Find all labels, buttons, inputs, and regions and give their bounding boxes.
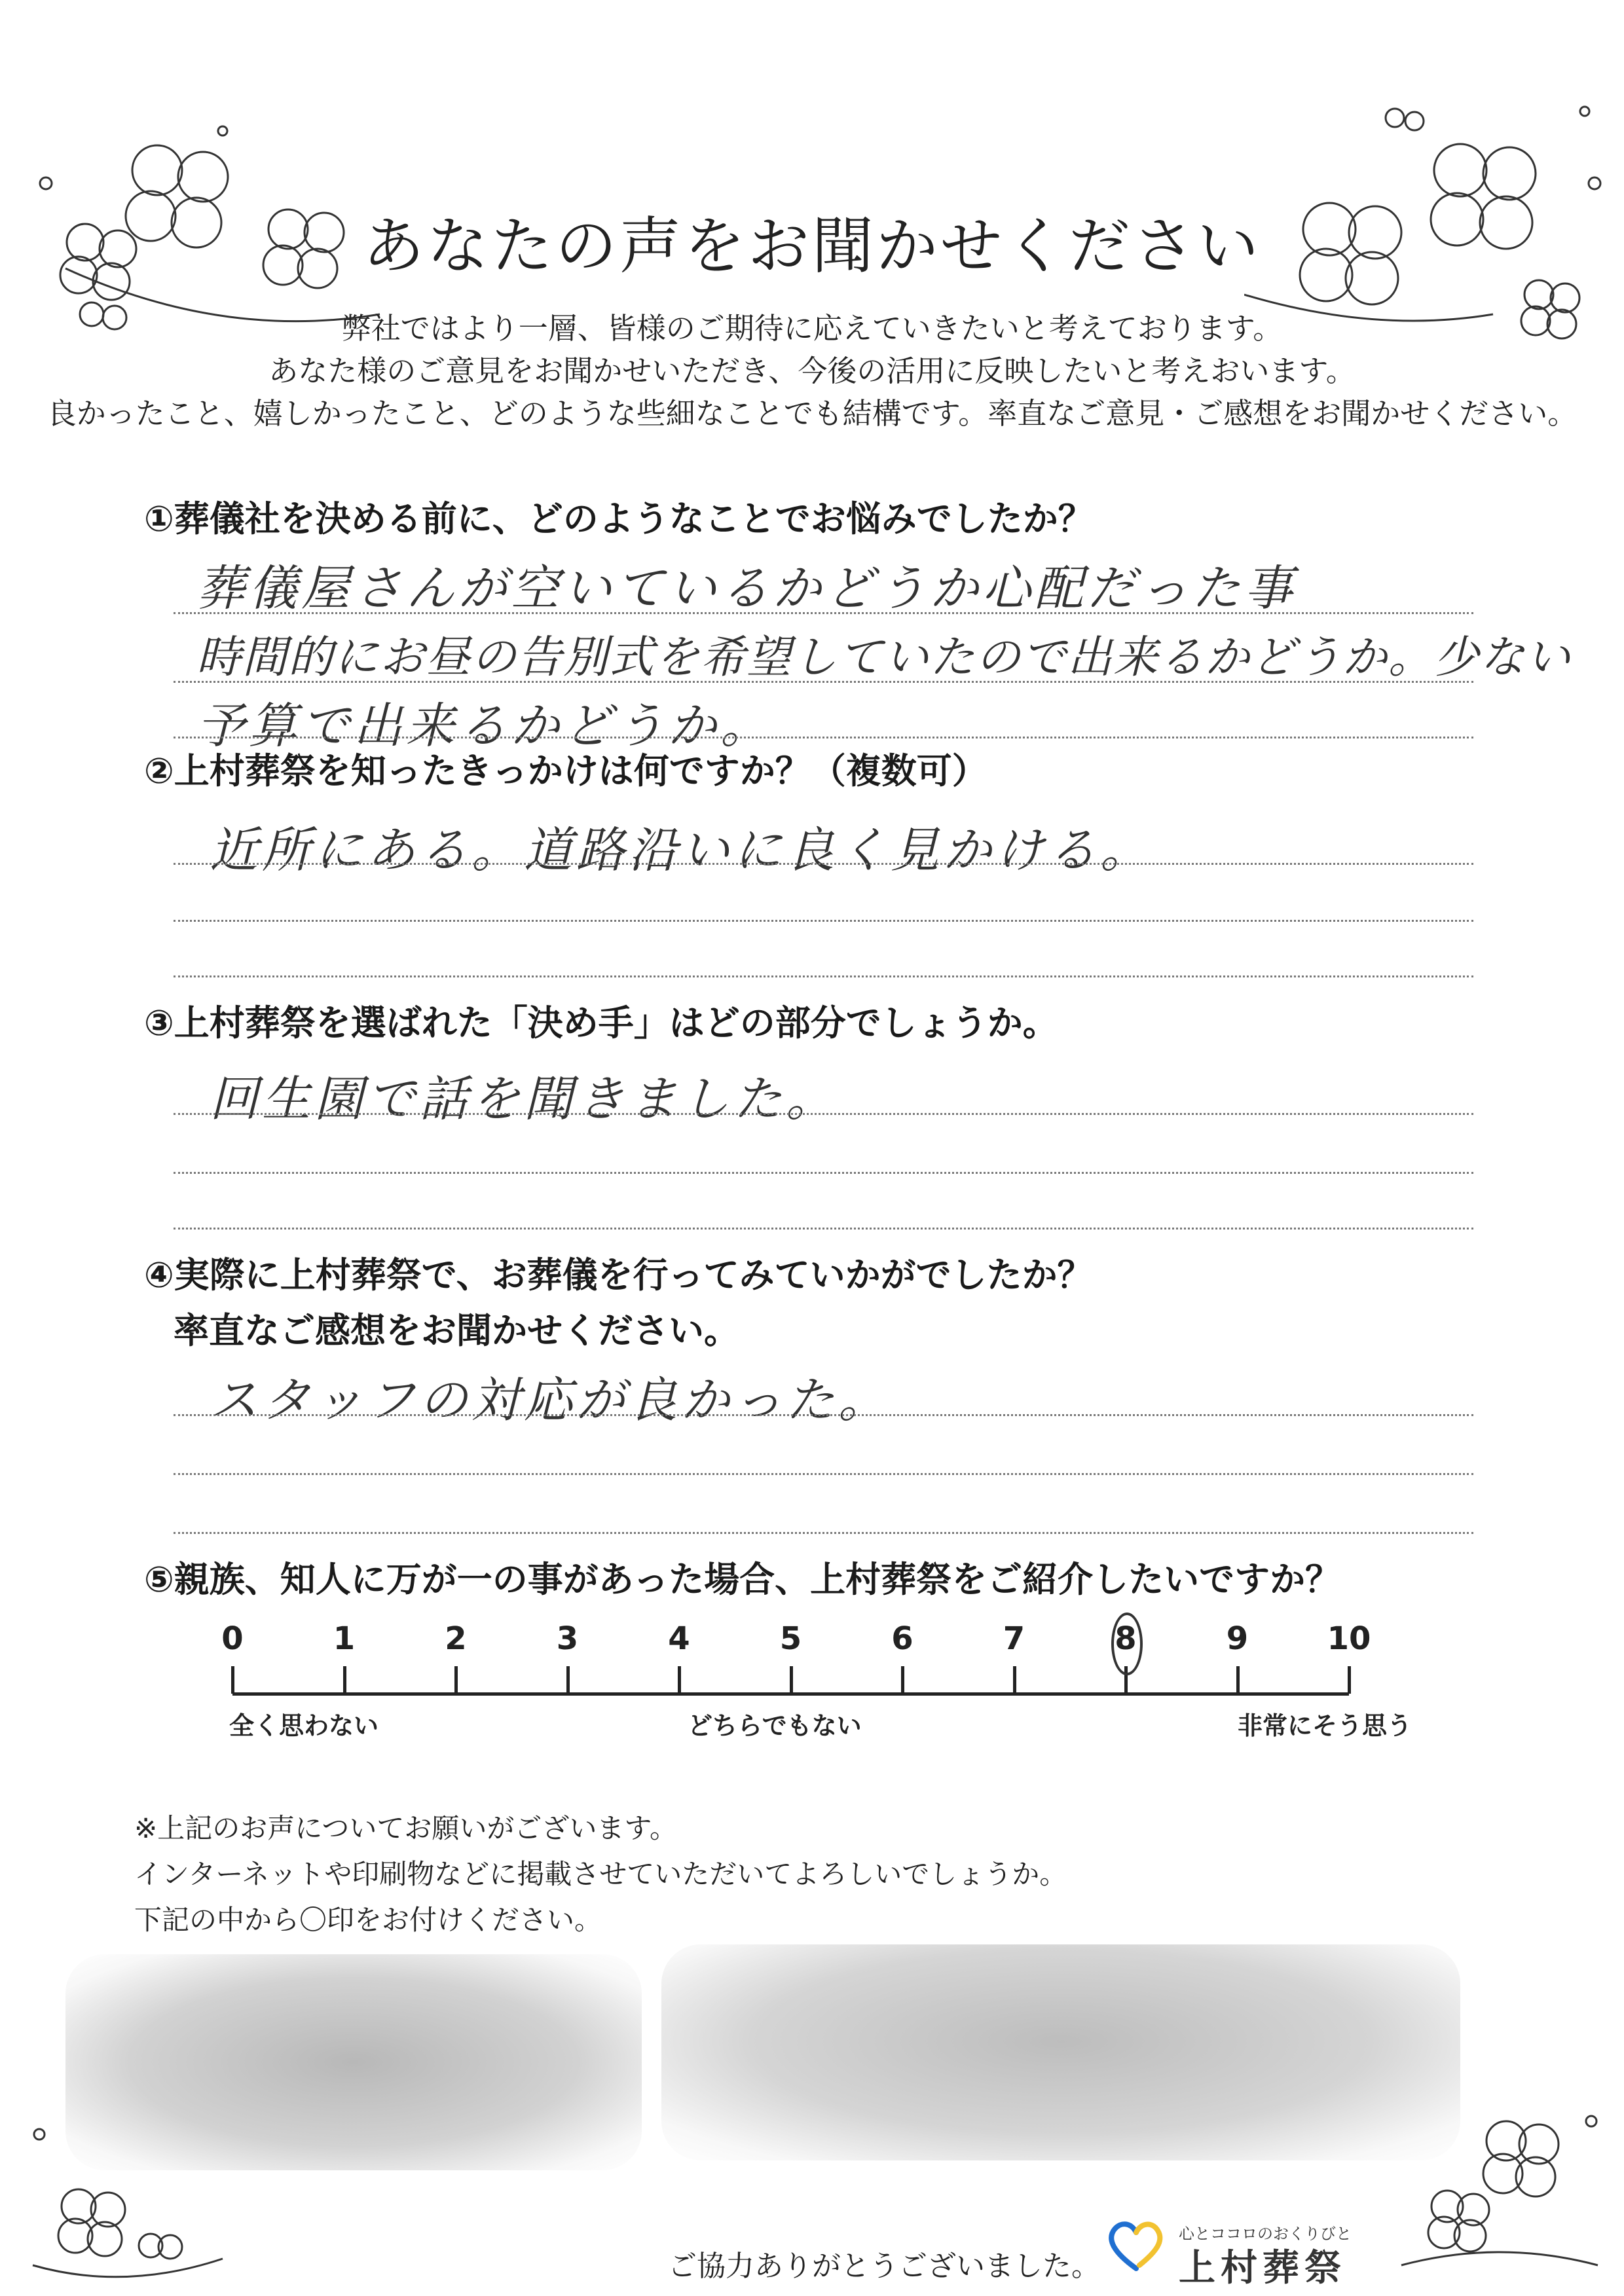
answer-rule — [174, 681, 1473, 683]
scale-tick[interactable] — [1236, 1666, 1240, 1694]
scale-low-label: 全く思わない — [229, 1711, 379, 1740]
answer-rule — [174, 1414, 1473, 1416]
scale-number-1: 1 — [333, 1620, 356, 1657]
clover-decoration-bottom-right — [1388, 2082, 1611, 2291]
answer-1-line-1[interactable]: 葬儀屋さんが空いているかどうか心配だった事 — [196, 560, 1297, 617]
answer-rule — [174, 1532, 1473, 1534]
scale-tick[interactable] — [901, 1666, 904, 1694]
scale-tick[interactable] — [343, 1666, 346, 1694]
thanks-message: ご協力ありがとうございました。 — [668, 2250, 1100, 2283]
answer-3-line-1[interactable]: 回生園で話を聞きました。 — [210, 1071, 838, 1127]
answer-1-line-2[interactable]: 時間的にお昼の告別式を希望していたので出来るかどうか。少ない — [196, 632, 1572, 683]
question-5: ⑤親族、知人に万が一の事があった場合、上村葬祭をご紹介したいですか？ — [144, 1559, 1341, 1600]
scale-number-0: 0 — [221, 1620, 244, 1657]
answer-rule — [174, 612, 1473, 614]
answer-rule — [174, 1172, 1473, 1174]
scale-number-3: 3 — [556, 1620, 579, 1657]
answer-rule — [174, 1228, 1473, 1230]
question-2: ②上村葬祭を知ったきっかけは何ですか？（複数可） — [144, 750, 987, 792]
answer-rule — [174, 975, 1473, 977]
question-4-subline: 率直なご感想をお聞かせください。 — [174, 1310, 739, 1351]
scale-tick[interactable] — [566, 1666, 570, 1694]
answer-rule — [174, 737, 1473, 738]
scale-number-4: 4 — [668, 1620, 690, 1657]
scale-number-8: 8 — [1115, 1620, 1137, 1657]
question-3: ③上村葬祭を選ばれた「決め手」はどの部分でしょうか。 — [144, 1002, 1058, 1044]
answer-rule — [174, 863, 1473, 865]
answer-rule — [174, 1473, 1473, 1475]
answer-1-line-3[interactable]: 予算で出来るかどうか。 — [196, 698, 773, 754]
intro-line-2: あなた様のご意見をお聞かせいただき、今後の活用に反映したいと考えおいます。 — [268, 354, 1356, 388]
note-line-1: ※上記のお声についてお願いがございます。 — [134, 1812, 677, 1844]
scale-number-2: 2 — [445, 1620, 467, 1657]
scale-number-10: 10 — [1327, 1620, 1371, 1657]
scale-number-9: 9 — [1226, 1620, 1249, 1657]
answer-2-line-1[interactable]: 近所にある。道路沿いに良く見かける。 — [210, 822, 1153, 879]
intro-line-1: 弊社ではより一層、皆様のご期待に応えていきたいと考えております。 — [341, 311, 1283, 346]
scale-tick[interactable] — [1348, 1666, 1351, 1694]
clover-decoration-bottom-left — [26, 2095, 236, 2291]
scale-tick[interactable] — [678, 1666, 681, 1694]
scale-tick[interactable] — [231, 1666, 234, 1694]
scale-tick[interactable] — [454, 1666, 458, 1694]
page-title: あなたの声をお聞かせください — [362, 211, 1261, 282]
heart-logo-icon — [1107, 2216, 1166, 2275]
brand-tagline: 心とココロのおくりびと — [1179, 2225, 1352, 2243]
answer-rule — [174, 920, 1473, 922]
scale-number-7: 7 — [1003, 1620, 1025, 1657]
brand-name: 上村葬祭 — [1179, 2247, 1346, 2289]
scale-mid-label: どちらでもない — [688, 1711, 862, 1740]
selected-circle-mark — [1111, 1613, 1143, 1675]
scale-high-label: 非常にそう思う — [1238, 1711, 1412, 1740]
scale-tick[interactable] — [790, 1666, 793, 1694]
scale-tick[interactable] — [1013, 1666, 1016, 1694]
question-4: ④実際に上村葬祭で、お葬儀を行ってみていかがでしたか？ — [144, 1254, 1093, 1296]
answer-rule — [174, 1113, 1473, 1115]
scale-number-5: 5 — [779, 1620, 802, 1657]
note-line-2: インターネットや印刷物などに掲載させていただいてよろしいでしょうか。 — [134, 1858, 1067, 1890]
answer-4-line-1[interactable]: スタッフの対応が良かった。 — [210, 1372, 891, 1429]
redacted-area-right — [661, 1944, 1460, 2160]
scale-number-6: 6 — [891, 1620, 913, 1657]
intro-line-3: 良かったこと、嬉しかったこと、どのような些細なことでも結構です。率直なご意見・ご感想をお聞かせください。 — [46, 396, 1578, 431]
question-1: ①葬儀社を決める前に、どのようなことでお悩みでしたか？ — [144, 498, 1094, 539]
note-line-3: 下記の中から〇印をお付けください。 — [134, 1904, 602, 1936]
